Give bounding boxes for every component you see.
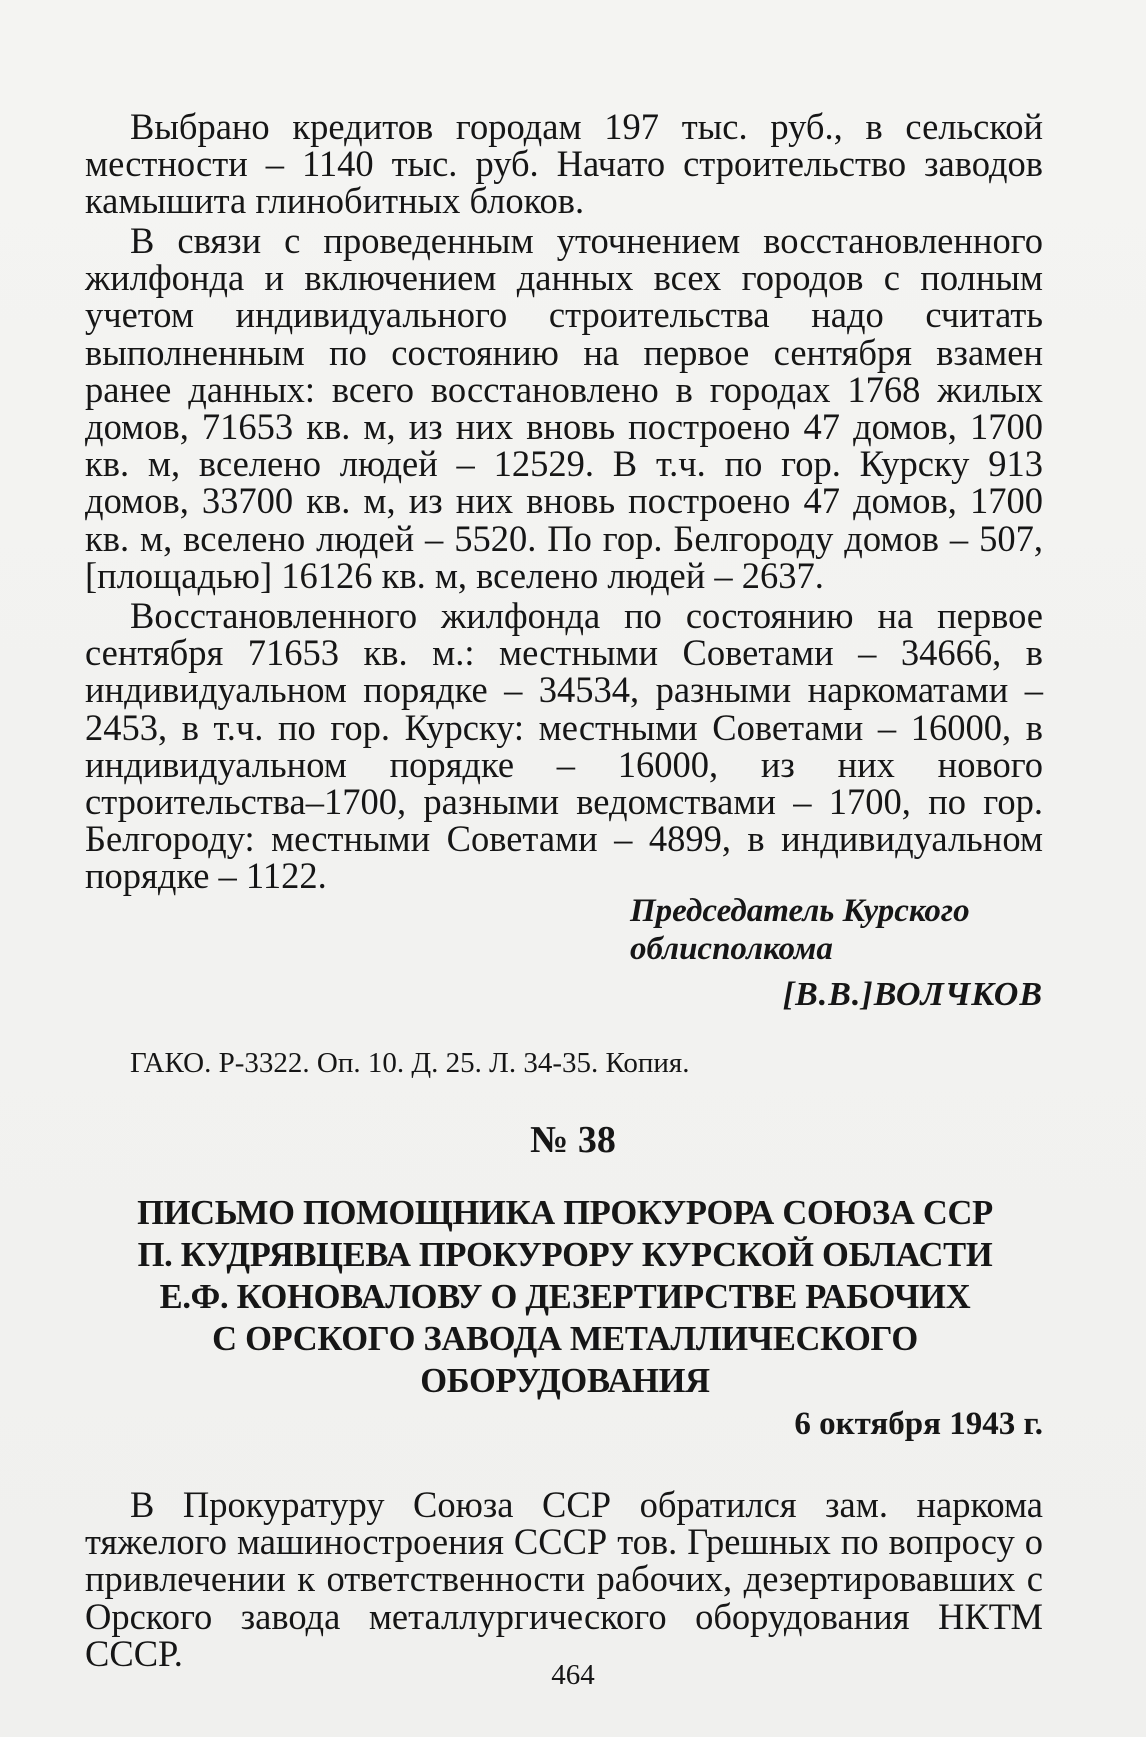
paragraph-text: Выбрано кредитов городам 197 тыс. руб., в сельской местности – 1140 тыс. руб. Начато строительство заводов камышита глинобитных блоков.	[85, 106, 1043, 222]
archive-reference: ГАКО. Р-3322. Оп. 10. Д. 25. Л. 34-35. Копия.	[130, 1047, 690, 1079]
paragraph-text: В Прокуратуру Союза ССР обратился зам. наркома тяжелого машиностроения СССР тов. Грешных по вопросу о привлечении к ответственности рабочих, дезертировавших с Орского завода металлургического оборудования НКТМ СССР.	[85, 1484, 1043, 1674]
paragraph-text: В связи с проведенным уточнением восстановленного жилфонда и включением данных всех городов с полным учетом индивидуального строительства надо считать выполненным по состоянию на первое сентября взамен ранее данных: всего восстановлено в городах 1768 жилых домов, 71653 кв. м, из них вновь построено 47 домов, 1700 кв. м, вселено людей – 12529. В т.ч. по гор. Курску 913 домов, 33700 кв. м, из них вновь построено 47 домов, 1700 кв. м, вселено людей – 5520. По гор. Белгороду домов – 507, [площадью] 16126 кв. м, вселено людей – 2637.	[85, 220, 1043, 596]
signature-name: [В.В.]ВОЛЧКОВ	[782, 976, 1043, 1013]
document-title	[80, 1192, 1050, 1402]
signature-title-line-2: облисполкома	[630, 931, 833, 967]
document-title-line: ПИСЬМО ПОМОЩНИКА ПРОКУРОРА СОЮЗА ССР	[137, 1194, 993, 1232]
document-title-line: Е.Ф. КОНОВАЛОВУ О ДЕЗЕРТИРСТВЕ РАБОЧИХ	[159, 1278, 971, 1316]
paragraph-credits	[85, 108, 1043, 220]
page-number: 464	[551, 1659, 595, 1691]
document-title-line: С ОРСКОГО ЗАВОДА МЕТАЛЛИЧЕСКОГО	[212, 1320, 918, 1358]
signature-title	[560, 892, 1043, 968]
paragraph-letter-body	[85, 1486, 1043, 1672]
document-date: 6 октября 1943 г.	[794, 1406, 1043, 1442]
document-number: № 38	[530, 1119, 616, 1161]
paragraph-housing-restored	[85, 222, 1043, 594]
paragraph-housing-breakdown	[85, 597, 1043, 895]
document-title-line: ОБОРУДОВАНИЯ	[420, 1362, 710, 1400]
document-title-line: П. КУДРЯВЦЕВА ПРОКУРОРУ КУРСКОЙ ОБЛАСТИ	[137, 1236, 993, 1274]
paragraph-text: Восстановленного жилфонда по состоянию на первое сентября 71653 кв. м.: местными Советами – 34666, в индивидуальном порядке – 34534, разными наркоматами – 2453, в т.ч. по гор. Курску: местными Советами – 16000, в индивидуальном порядке – 16000, из них нового строительства–1700, разными ведомствами – 1700, по гор. Белгороду: местными Советами – 4899, в индивидуальном порядке – 1122.	[85, 595, 1043, 897]
signature-title-line-1: Председатель Курского	[630, 893, 970, 929]
